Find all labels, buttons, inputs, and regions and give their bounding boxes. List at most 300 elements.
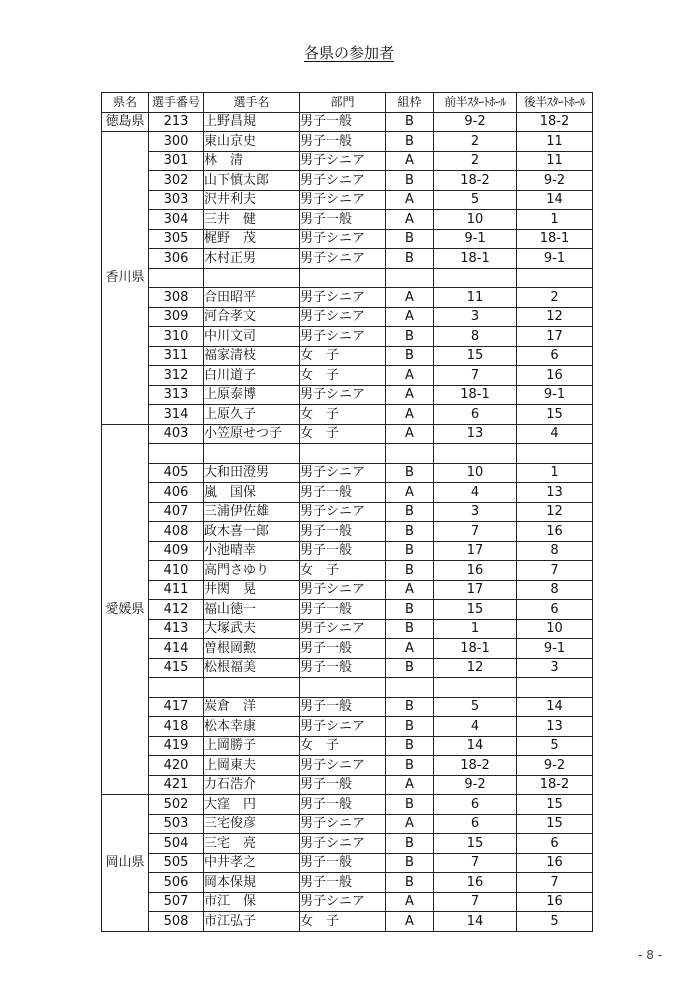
player-name-cell: 上岡勝子 [204,736,300,756]
header-player-name: 選手名 [204,93,300,113]
player-name-cell: 中井孝之 [204,853,300,873]
player-number-cell: 414 [149,639,204,659]
player-name-cell: 合田昭平 [204,288,300,308]
player-number-cell: 411 [149,580,204,600]
player-name-cell [204,444,300,464]
division-cell: 女 子 [300,912,386,932]
second-half-start-hole-cell: 1 [517,463,593,483]
player-number-cell: 408 [149,522,204,542]
second-half-start-hole-cell: 11 [517,151,593,171]
second-half-start-hole-cell: 9-1 [517,639,593,659]
second-half-start-hole-cell: 5 [517,736,593,756]
second-half-start-hole-cell: 16 [517,366,593,386]
table-row [102,541,593,561]
second-half-start-hole-cell: 9-1 [517,249,593,269]
first-half-start-hole-cell: 15 [434,346,517,366]
group-cell: A [386,405,434,425]
division-cell: 男子シニア [300,229,386,249]
group-cell: A [386,424,434,444]
table-row [102,249,593,269]
second-half-start-hole-cell: 15 [517,814,593,834]
group-cell: B [386,736,434,756]
table-row [102,736,593,756]
group-cell: B [386,834,434,854]
table-row [102,717,593,737]
first-half-start-hole-cell: 7 [434,892,517,912]
division-cell: 男子シニア [300,327,386,347]
first-half-start-hole-cell: 7 [434,853,517,873]
table-row [102,171,593,191]
second-half-start-hole-cell: 15 [517,405,593,425]
second-half-start-hole-cell [517,268,593,288]
player-name-cell: 政木喜一郎 [204,522,300,542]
table-row [102,112,593,132]
second-half-start-hole-cell: 3 [517,658,593,678]
first-half-start-hole-cell: 9-2 [434,775,517,795]
second-half-start-hole-cell: 4 [517,424,593,444]
table-row [102,678,593,698]
player-number-cell: 415 [149,658,204,678]
player-number-cell: 303 [149,190,204,210]
table-row [102,834,593,854]
player-number-cell: 308 [149,288,204,308]
player-name-cell: 井関 晃 [204,580,300,600]
first-half-start-hole-cell: 7 [434,366,517,386]
division-cell: 男子シニア [300,463,386,483]
first-half-start-hole-cell: 9-1 [434,229,517,249]
player-number-cell: 502 [149,795,204,815]
second-half-start-hole-cell: 2 [517,288,593,308]
first-half-start-hole-cell: 16 [434,873,517,893]
player-number-cell: 504 [149,834,204,854]
player-name-cell: 三宅俊彦 [204,814,300,834]
player-name-cell: 沢井利夫 [204,190,300,210]
player-name-cell: 中川文司 [204,327,300,347]
table-row [102,151,593,171]
division-cell: 男子シニア [300,619,386,639]
division-cell: 男子一般 [300,853,386,873]
second-half-start-hole-cell: 13 [517,483,593,503]
group-cell: B [386,756,434,776]
player-name-cell [204,678,300,698]
second-half-start-hole-cell: 11 [517,132,593,152]
division-cell: 男子一般 [300,658,386,678]
first-half-start-hole-cell: 18-1 [434,249,517,269]
table-row [102,366,593,386]
second-half-start-hole-cell: 18-2 [517,112,593,132]
player-number-cell: 508 [149,912,204,932]
division-cell: 男子シニア [300,249,386,269]
table-row [102,346,593,366]
first-half-start-hole-cell: 17 [434,541,517,561]
header-division: 部門 [300,93,386,113]
group-cell: A [386,385,434,405]
division-cell: 男子一般 [300,600,386,620]
table-row [102,307,593,327]
player-number-cell: 302 [149,171,204,191]
division-cell: 男子シニア [300,190,386,210]
table-row [102,600,593,620]
first-half-start-hole-cell: 3 [434,502,517,522]
table-row [102,405,593,425]
table-row [102,268,593,288]
first-half-start-hole-cell: 6 [434,405,517,425]
player-name-cell: 三浦伊佐雄 [204,502,300,522]
player-name-cell: 上岡東夫 [204,756,300,776]
table-row [102,697,593,717]
table-row [102,912,593,932]
first-half-start-hole-cell: 9-2 [434,112,517,132]
header-prefecture: 県名 [102,93,149,113]
first-half-start-hole-cell: 4 [434,483,517,503]
header-group: 組枠 [386,93,434,113]
table-row [102,288,593,308]
first-half-start-hole-cell: 3 [434,307,517,327]
player-number-cell: 419 [149,736,204,756]
player-name-cell: 上野昌規 [204,112,300,132]
first-half-start-hole-cell: 16 [434,561,517,581]
first-half-start-hole-cell: 13 [434,424,517,444]
player-number-cell: 420 [149,756,204,776]
player-name-cell: 林 清 [204,151,300,171]
player-name-cell: 河合孝文 [204,307,300,327]
second-half-start-hole-cell: 10 [517,619,593,639]
first-half-start-hole-cell: 8 [434,327,517,347]
prefecture-cell: 徳島県 [102,112,149,132]
player-number-cell: 409 [149,541,204,561]
division-cell: 男子一般 [300,541,386,561]
division-cell: 女 子 [300,366,386,386]
table-row [102,522,593,542]
division-cell [300,444,386,464]
group-cell: B [386,853,434,873]
division-cell: 男子一般 [300,483,386,503]
division-cell: 男子シニア [300,151,386,171]
group-cell: B [386,229,434,249]
first-half-start-hole-cell: 15 [434,834,517,854]
division-cell: 男子シニア [300,171,386,191]
player-number-cell: 300 [149,132,204,152]
player-name-cell: 大窪 円 [204,795,300,815]
division-cell: 女 子 [300,405,386,425]
second-half-start-hole-cell: 9-2 [517,756,593,776]
second-half-start-hole-cell: 8 [517,580,593,600]
player-name-cell: 岡本保規 [204,873,300,893]
table-row [102,795,593,815]
group-cell: A [386,190,434,210]
table-row [102,756,593,776]
group-cell: A [386,151,434,171]
first-half-start-hole-cell: 5 [434,697,517,717]
player-name-cell: 白川道子 [204,366,300,386]
header-player-number: 選手番号 [149,93,204,113]
player-number-cell: 305 [149,229,204,249]
player-name-cell [204,268,300,288]
player-number-cell: 403 [149,424,204,444]
first-half-start-hole-cell: 10 [434,210,517,230]
table-row [102,190,593,210]
division-cell: 男子一般 [300,697,386,717]
player-number-cell [149,444,204,464]
table-row [102,327,593,347]
player-number-cell: 304 [149,210,204,230]
second-half-start-hole-cell: 6 [517,834,593,854]
group-cell: B [386,249,434,269]
first-half-start-hole-cell [434,444,517,464]
player-number-cell: 301 [149,151,204,171]
group-cell: B [386,795,434,815]
table-row [102,444,593,464]
player-number-cell: 309 [149,307,204,327]
second-half-start-hole-cell: 12 [517,307,593,327]
second-half-start-hole-cell: 8 [517,541,593,561]
player-number-cell: 406 [149,483,204,503]
table-row [102,873,593,893]
second-half-start-hole-cell: 13 [517,717,593,737]
division-cell: 女 子 [300,736,386,756]
division-cell: 男子シニア [300,717,386,737]
first-half-start-hole-cell: 12 [434,658,517,678]
player-name-cell: 嵐 国保 [204,483,300,503]
group-cell: B [386,619,434,639]
second-half-start-hole-cell: 9-2 [517,171,593,191]
group-cell: A [386,483,434,503]
group-cell: A [386,366,434,386]
group-cell: B [386,502,434,522]
division-cell [300,678,386,698]
division-cell: 男子シニア [300,307,386,327]
group-cell: B [386,600,434,620]
group-cell: B [386,541,434,561]
player-name-cell: 福山徳一 [204,600,300,620]
group-cell: B [386,132,434,152]
table-row [102,424,593,444]
player-name-cell: 上原泰博 [204,385,300,405]
group-cell: B [386,522,434,542]
group-cell: A [386,307,434,327]
player-number-cell: 314 [149,405,204,425]
second-half-start-hole-cell [517,444,593,464]
table-row [102,483,593,503]
player-number-cell: 410 [149,561,204,581]
group-cell: B [386,873,434,893]
player-name-cell: 大塚武夫 [204,619,300,639]
group-cell: B [386,717,434,737]
table-row [102,853,593,873]
table-row [102,658,593,678]
prefecture-cell: 岡山県 [102,795,149,932]
first-half-start-hole-cell: 1 [434,619,517,639]
table-row [102,814,593,834]
player-name-cell: 東山京史 [204,132,300,152]
group-cell: A [386,892,434,912]
division-cell: 男子一般 [300,795,386,815]
group-cell: A [386,639,434,659]
table-row [102,775,593,795]
group-cell: A [386,912,434,932]
division-cell: 男子一般 [300,132,386,152]
player-name-cell: 市江 保 [204,892,300,912]
group-cell [386,678,434,698]
player-name-cell: 三井 健 [204,210,300,230]
division-cell: 男子シニア [300,814,386,834]
first-half-start-hole-cell: 14 [434,912,517,932]
table-body [102,112,593,931]
first-half-start-hole-cell: 2 [434,132,517,152]
first-half-start-hole-cell: 6 [434,814,517,834]
second-half-start-hole-cell: 1 [517,210,593,230]
first-half-start-hole-cell: 11 [434,288,517,308]
player-name-cell: 三宅 亮 [204,834,300,854]
table-row [102,229,593,249]
player-name-cell: 松本幸康 [204,717,300,737]
table-row [102,639,593,659]
second-half-start-hole-cell: 12 [517,502,593,522]
player-name-cell: 小笠原せつ子 [204,424,300,444]
player-number-cell: 405 [149,463,204,483]
prefecture-cell: 香川県 [102,132,149,425]
group-cell: A [386,580,434,600]
first-half-start-hole-cell: 18-2 [434,171,517,191]
group-cell [386,268,434,288]
table-row [102,619,593,639]
table-row [102,580,593,600]
player-number-cell: 413 [149,619,204,639]
group-cell: B [386,561,434,581]
division-cell: 女 子 [300,561,386,581]
player-name-cell: 市江弘子 [204,912,300,932]
second-half-start-hole-cell: 17 [517,327,593,347]
division-cell: 女 子 [300,424,386,444]
division-cell: 男子シニア [300,834,386,854]
table-row [102,892,593,912]
player-name-cell: 上原久子 [204,405,300,425]
player-number-cell: 418 [149,717,204,737]
group-cell: A [386,210,434,230]
first-half-start-hole-cell: 10 [434,463,517,483]
second-half-start-hole-cell [517,678,593,698]
table-row [102,385,593,405]
first-half-start-hole-cell: 18-1 [434,639,517,659]
division-cell: 男子シニア [300,288,386,308]
player-name-cell: 大和田澄男 [204,463,300,483]
second-half-start-hole-cell: 7 [517,873,593,893]
player-name-cell: 山下慎太郎 [204,171,300,191]
division-cell: 男子シニア [300,502,386,522]
second-half-start-hole-cell: 14 [517,697,593,717]
first-half-start-hole-cell: 4 [434,717,517,737]
player-number-cell: 505 [149,853,204,873]
division-cell: 男子シニア [300,385,386,405]
division-cell: 男子シニア [300,580,386,600]
group-cell: B [386,658,434,678]
player-number-cell [149,678,204,698]
player-number-cell: 306 [149,249,204,269]
first-half-start-hole-cell: 5 [434,190,517,210]
first-half-start-hole-cell: 7 [434,522,517,542]
first-half-start-hole-cell: 18-2 [434,756,517,776]
first-half-start-hole-cell [434,268,517,288]
second-half-start-hole-cell: 18-1 [517,229,593,249]
second-half-start-hole-cell: 6 [517,600,593,620]
prefecture-cell: 愛媛県 [102,424,149,795]
second-half-start-hole-cell: 18-2 [517,775,593,795]
player-name-cell: 力石浩介 [204,775,300,795]
player-number-cell: 313 [149,385,204,405]
second-half-start-hole-cell: 5 [517,912,593,932]
player-name-cell: 福家清枝 [204,346,300,366]
player-name-cell: 炭倉 洋 [204,697,300,717]
second-half-start-hole-cell: 15 [517,795,593,815]
page-title: 各県の参加者 [303,44,394,62]
player-number-cell [149,268,204,288]
group-cell: A [386,775,434,795]
division-cell [300,268,386,288]
participants-table [101,92,593,932]
player-number-cell: 507 [149,892,204,912]
group-cell [386,444,434,464]
division-cell: 男子一般 [300,775,386,795]
second-half-start-hole-cell: 7 [517,561,593,581]
header-first-half-start-hole: 前半ｽﾀｰﾄﾎｰﾙ [434,93,517,113]
second-half-start-hole-cell: 16 [517,853,593,873]
second-half-start-hole-cell: 9-1 [517,385,593,405]
player-name-cell: 梶野 茂 [204,229,300,249]
second-half-start-hole-cell: 16 [517,892,593,912]
division-cell: 男子シニア [300,756,386,776]
player-number-cell: 407 [149,502,204,522]
player-name-cell: 小池晴幸 [204,541,300,561]
player-number-cell: 412 [149,600,204,620]
player-number-cell: 417 [149,697,204,717]
table-row [102,210,593,230]
player-name-cell: 松根福美 [204,658,300,678]
table-row [102,463,593,483]
second-half-start-hole-cell: 6 [517,346,593,366]
group-cell: B [386,171,434,191]
group-cell: A [386,288,434,308]
player-number-cell: 421 [149,775,204,795]
division-cell: 男子一般 [300,210,386,230]
table-row [102,561,593,581]
page-number: - 8 - [638,948,662,962]
player-name-cell: 曽根岡勲 [204,639,300,659]
table-row [102,502,593,522]
first-half-start-hole-cell: 6 [434,795,517,815]
player-number-cell: 506 [149,873,204,893]
first-half-start-hole-cell: 18-1 [434,385,517,405]
group-cell: B [386,346,434,366]
division-cell: 男子シニア [300,892,386,912]
header-second-half-start-hole: 後半ｽﾀｰﾄﾎｰﾙ [517,93,593,113]
first-half-start-hole-cell: 17 [434,580,517,600]
player-number-cell: 310 [149,327,204,347]
first-half-start-hole-cell: 15 [434,600,517,620]
division-cell: 男子一般 [300,873,386,893]
group-cell: B [386,697,434,717]
player-name-cell: 木村正男 [204,249,300,269]
division-cell: 男子一般 [300,639,386,659]
header-row [102,93,593,113]
first-half-start-hole-cell: 14 [434,736,517,756]
player-number-cell: 213 [149,112,204,132]
group-cell: B [386,327,434,347]
division-cell: 女 子 [300,346,386,366]
second-half-start-hole-cell: 16 [517,522,593,542]
first-half-start-hole-cell: 2 [434,151,517,171]
group-cell: A [386,814,434,834]
second-half-start-hole-cell: 14 [517,190,593,210]
